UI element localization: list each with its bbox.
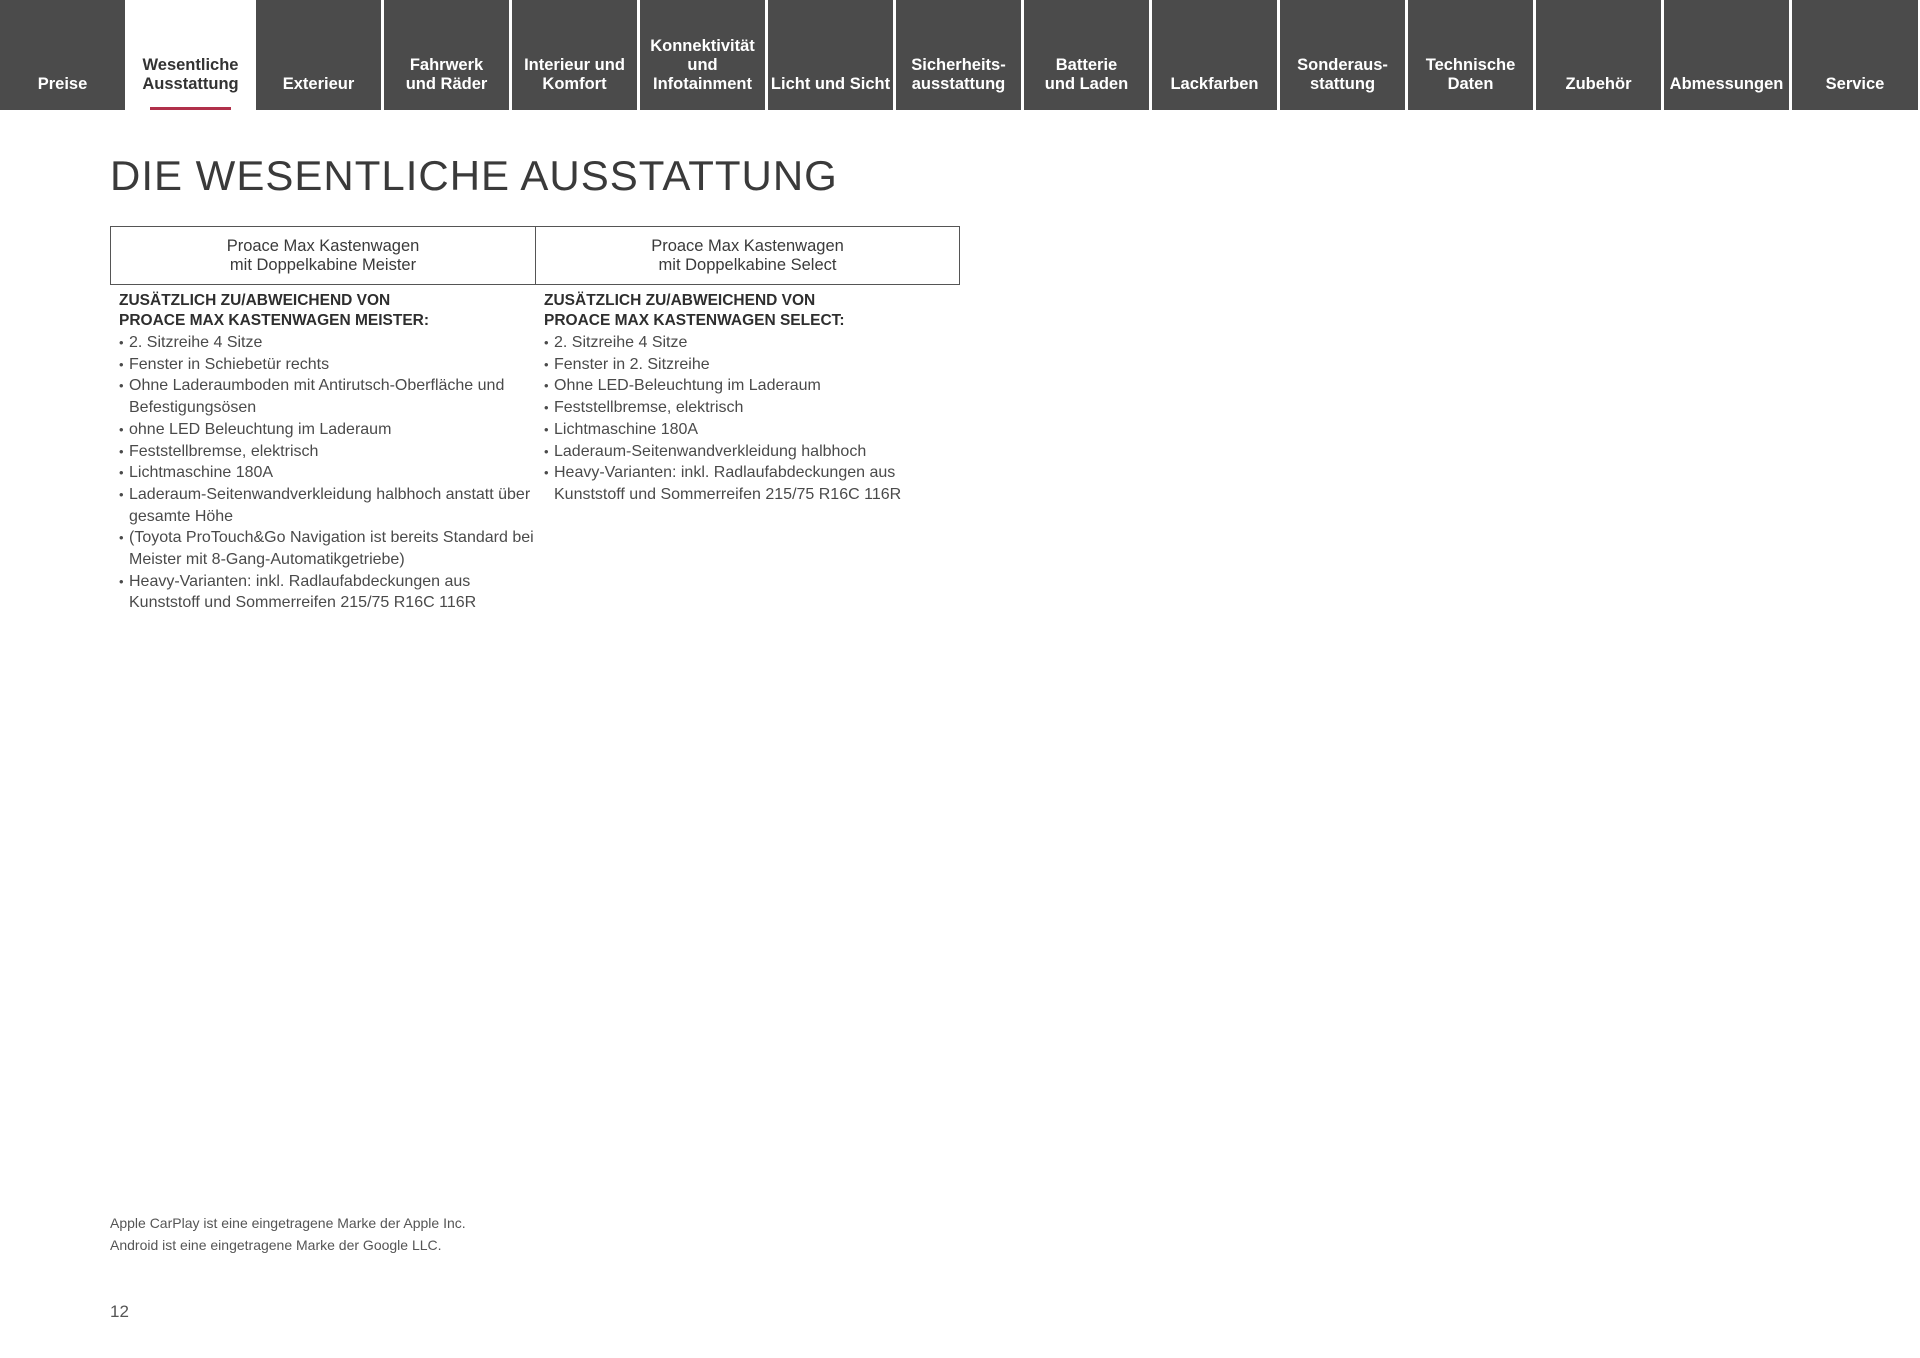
page-number: 12: [110, 1302, 129, 1321]
list-item: • Lichtmaschine 180A: [119, 462, 535, 484]
page-title: DIE WESENTLICHE AUSSTATTUNG: [110, 152, 838, 199]
list-item: • Laderaum-Seitenwandverkleidung halbhoch anstatt über gesamte Höhe: [119, 484, 535, 527]
column-select: [535, 285, 960, 614]
list-item: • Heavy-Varianten: inkl. Radlaufabdeckungen aus Kunststoff und Sommerreifen 215/75 R16C 116R: [119, 571, 535, 614]
table-body: [110, 285, 960, 614]
list-item: • Laderaum-Seitenwandverkleidung halbhoch: [544, 441, 960, 463]
table-header-row: [110, 226, 960, 285]
feature-list: [544, 332, 960, 506]
footnote: Apple CarPlay ist eine eingetragene Marke der Apple Inc.: [110, 1215, 466, 1231]
top-navigation: [0, 0, 1920, 110]
list-item: • Lichtmaschine 180A: [544, 419, 960, 441]
nav-tab-fahrwerk[interactable]: Fahrwerk und Räder: [384, 0, 509, 110]
nav-tab-zubehoer[interactable]: Zubehör: [1536, 0, 1661, 110]
nav-tab-batterie[interactable]: Batterie und Laden: [1024, 0, 1149, 110]
footnotes: [110, 1212, 466, 1256]
feature-list: [119, 332, 535, 614]
nav-tab-exterieur[interactable]: Exterieur: [256, 0, 381, 110]
list-item: • 2. Sitzreihe 4 Sitze: [544, 332, 960, 354]
nav-tab-service[interactable]: Service: [1792, 0, 1918, 110]
list-item: • Feststellbremse, elektrisch: [119, 441, 535, 463]
nav-tab-interieur[interactable]: Interieur und Komfort: [512, 0, 637, 110]
nav-tab-sonderausstattung[interactable]: Sonderaus- stattung: [1280, 0, 1405, 110]
equipment-table: [110, 226, 960, 614]
footnote: Android ist eine eingetragene Marke der Google LLC.: [110, 1237, 442, 1253]
list-item: • Heavy-Varianten: inkl. Radlaufabdeckungen aus Kunststoff und Sommerreifen 215/75 R16C 116R: [544, 462, 960, 505]
nav-tab-preise[interactable]: Preise: [0, 0, 125, 110]
list-item: • Fenster in 2. Sitzreihe: [544, 354, 960, 376]
nav-tab-licht-und-sicht[interactable]: Licht und Sicht: [768, 0, 893, 110]
nav-tab-sicherheitsausstattung[interactable]: Sicherheits- ausstattung: [896, 0, 1021, 110]
list-item: • 2. Sitzreihe 4 Sitze: [119, 332, 535, 354]
nav-tab-technische-daten[interactable]: Technische Daten: [1408, 0, 1533, 110]
nav-tab-abmessungen[interactable]: Abmessungen: [1664, 0, 1789, 110]
list-item: • Feststellbremse, elektrisch: [544, 397, 960, 419]
section-heading: ZUSÄTZLICH ZU/ABWEICHEND VON PROACE MAX KASTENWAGEN SELECT:: [544, 292, 845, 329]
list-item: • Ohne LED-Beleuchtung im Laderaum: [544, 375, 960, 397]
list-item: • Fenster in Schiebetür rechts: [119, 354, 535, 376]
column-header-select: Proace Max Kastenwagen mit Doppelkabine Select: [535, 227, 959, 284]
nav-tab-wesentliche-ausstattung[interactable]: Wesentliche Ausstattung: [128, 0, 253, 110]
column-meister: [110, 285, 535, 614]
list-item: • Ohne Laderaumboden mit Antirutsch-Oberfläche und Befestigungsösen: [119, 375, 535, 418]
list-item: • (Toyota ProTouch&Go Navigation ist bereits Standard bei Meister mit 8-Gang-Automatikgetriebe): [119, 527, 535, 570]
column-header-meister: Proace Max Kastenwagen mit Doppelkabine Meister: [226, 236, 420, 274]
section-heading: ZUSÄTZLICH ZU/ABWEICHEND VON PROACE MAX KASTENWAGEN MEISTER:: [119, 292, 430, 329]
list-item: • ohne LED Beleuchtung im Laderaum: [119, 419, 535, 441]
nav-tab-lackfarben[interactable]: Lackfarben: [1152, 0, 1277, 110]
nav-tab-konnektivitaet[interactable]: Konnektivität und Infotainment: [640, 0, 765, 110]
